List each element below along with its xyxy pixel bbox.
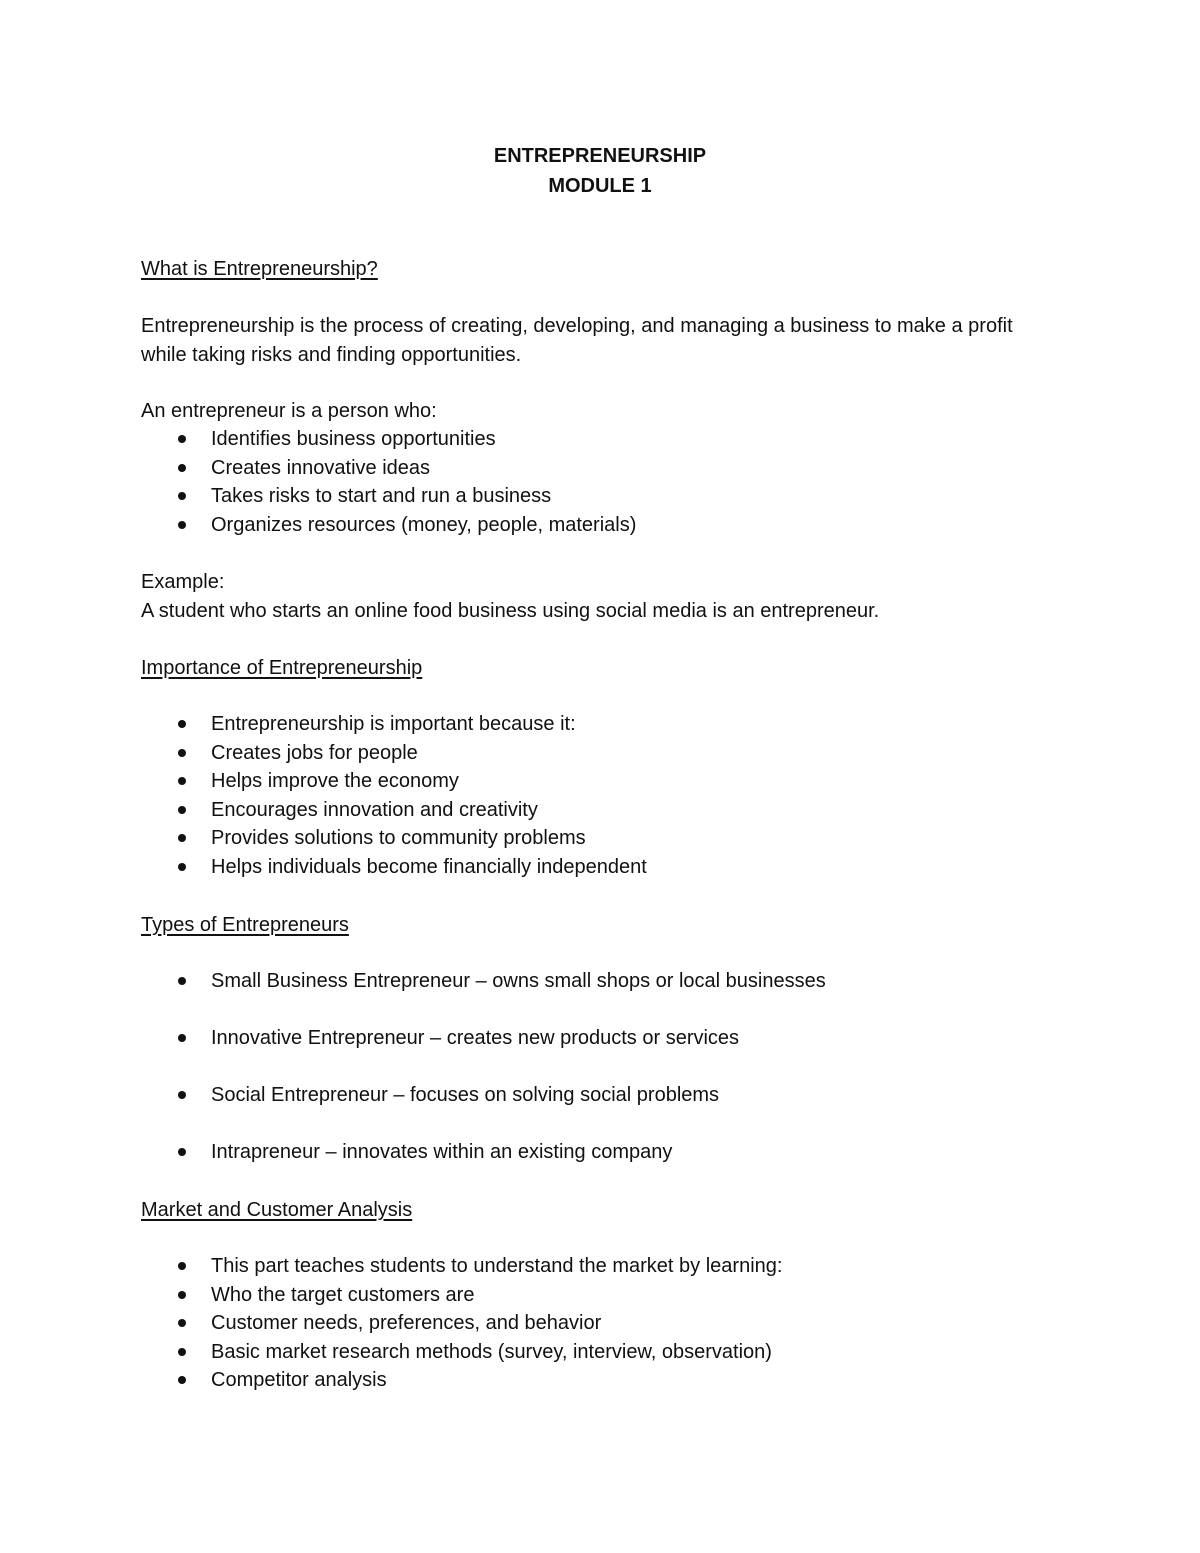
bullet-icon: [178, 1291, 186, 1299]
title-block: [0, 141, 1200, 201]
bullet-icon: [178, 749, 186, 757]
entrepreneur-traits-list: [141, 425, 636, 539]
list-item: Customer needs, preferences, and behavior: [141, 1309, 782, 1338]
section-heading-types: Types of Entrepreneurs: [141, 914, 349, 936]
list-item: Entrepreneurship is important because it:: [141, 710, 647, 739]
importance-list: [141, 710, 647, 881]
bullet-icon: [178, 834, 186, 842]
example-text: A student who starts an online food business using social media is an entrepreneur.: [141, 600, 880, 622]
section-heading-importance: Importance of Entrepreneurship: [141, 657, 423, 679]
bullet-icon: [178, 464, 186, 472]
list-item: Creates jobs for people: [141, 739, 647, 768]
bullet-icon: [178, 1148, 186, 1156]
list-item: Small Business Entrepreneur – owns small shops or local businesses: [141, 967, 826, 1024]
bullet-icon: [178, 1348, 186, 1356]
bullet-icon: [178, 1034, 186, 1042]
bullet-icon: [178, 777, 186, 785]
bullet-icon: [178, 1376, 186, 1384]
bullet-icon: [178, 863, 186, 871]
list-item: Takes risks to start and run a business: [141, 482, 636, 511]
document-title: ENTREPRENEURSHIP: [493, 145, 707, 167]
bullet-icon: [178, 521, 186, 529]
list-item: Encourages innovation and creativity: [141, 796, 647, 825]
bullet-icon: [178, 492, 186, 500]
bullet-icon: [178, 806, 186, 814]
bullet-icon: [178, 720, 186, 728]
list-item: Helps individuals become financially independent: [141, 853, 647, 882]
example-label: Example:: [141, 571, 225, 593]
bullet-icon: [178, 435, 186, 443]
list-item: Creates innovative ideas: [141, 454, 636, 483]
list-item: Basic market research methods (survey, interview, observation): [141, 1338, 782, 1367]
list-item: Who the target customers are: [141, 1281, 782, 1310]
bullet-icon: [178, 1091, 186, 1099]
section-heading-what-is: What is Entrepreneurship?: [141, 258, 378, 280]
entrepreneur-intro: An entrepreneur is a person who:: [141, 400, 437, 422]
bullet-icon: [178, 1262, 186, 1270]
definition-paragraph: Entrepreneurship is the process of creating, developing, and managing a business to make a profit while taking risks and finding opportunities.: [141, 315, 1013, 366]
list-item: Identifies business opportunities: [141, 425, 636, 454]
bullet-icon: [178, 977, 186, 985]
list-item: Helps improve the economy: [141, 767, 647, 796]
list-item: This part teaches students to understand the market by learning:: [141, 1252, 782, 1281]
list-item: Intrapreneur – innovates within an existing company: [141, 1138, 826, 1195]
list-item: Provides solutions to community problems: [141, 824, 647, 853]
section-heading-market: Market and Customer Analysis: [141, 1199, 413, 1221]
list-item: Innovative Entrepreneur – creates new products or services: [141, 1024, 826, 1081]
list-item: Organizes resources (money, people, materials): [141, 511, 636, 540]
market-list: [141, 1252, 782, 1395]
document-subtitle: MODULE 1: [548, 175, 652, 197]
list-item: Social Entrepreneur – focuses on solving social problems: [141, 1081, 826, 1138]
bullet-icon: [178, 1319, 186, 1327]
types-list: [141, 967, 826, 1195]
list-item: Competitor analysis: [141, 1366, 782, 1395]
